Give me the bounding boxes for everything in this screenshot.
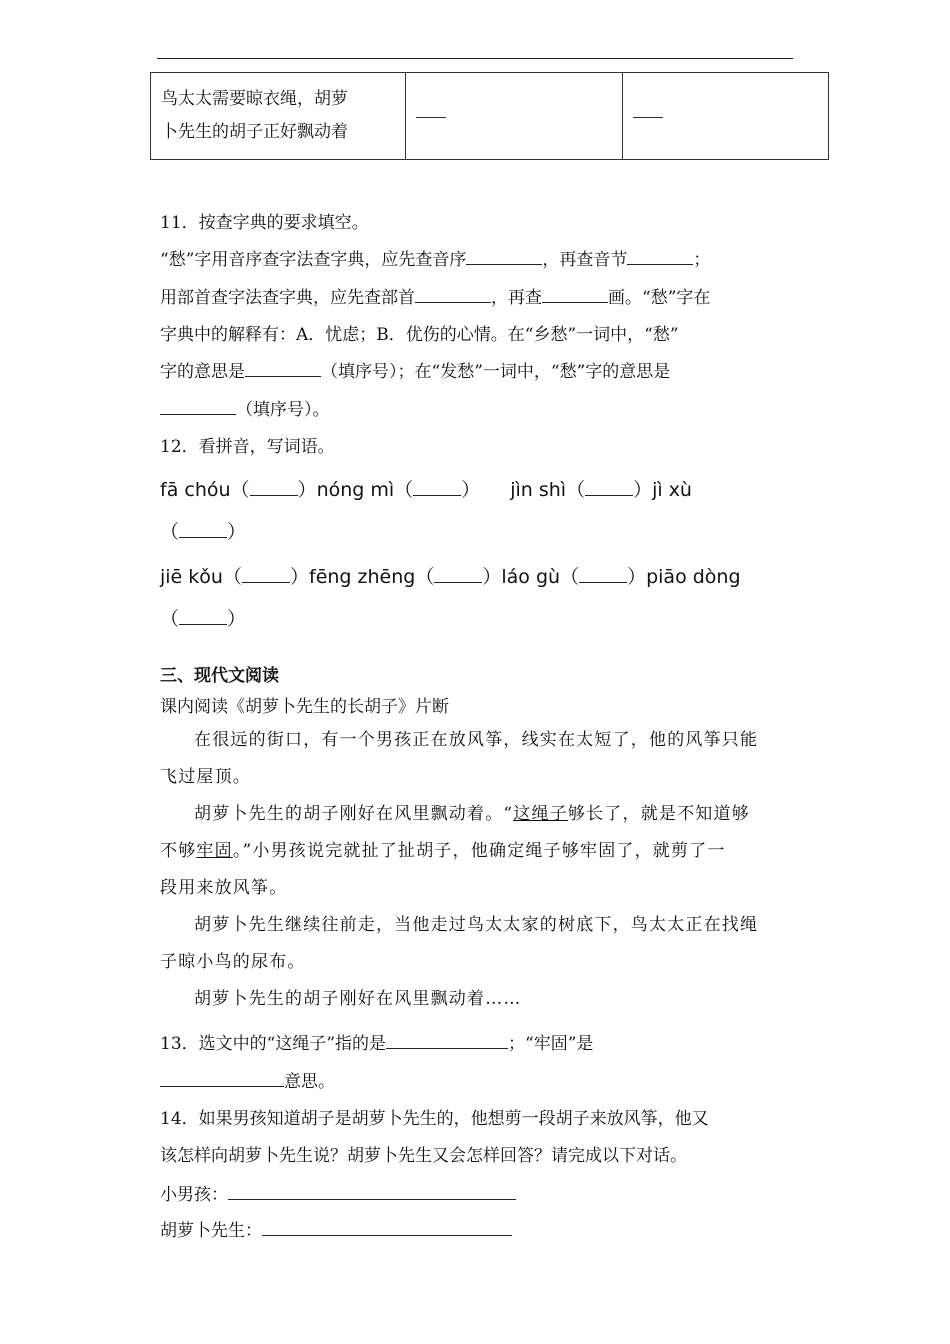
q11-line2: 用部首查字法查字典，应先查部首 ，再查 画。“愁”字在 — [160, 283, 710, 308]
q11-line3: 字典中的解释有：A．忧虑；B．优伤的心情。在“乡愁”一词中，“愁” — [160, 325, 679, 345]
q11-title: 11．按查字典的要求填空。 — [160, 213, 369, 233]
blank-laogu[interactable] — [160, 1068, 284, 1087]
blank-shengzi[interactable] — [386, 1030, 508, 1049]
blank-yinxu[interactable] — [466, 246, 542, 265]
dialog-boy: 小男孩： — [160, 1180, 516, 1205]
pinyin-row-1b: （ ） — [160, 521, 247, 543]
pinyin-blank[interactable] — [585, 477, 633, 496]
pinyin-blank[interactable] — [179, 606, 227, 625]
table-cell-blank[interactable] — [623, 73, 829, 160]
blank-carrot-line[interactable] — [262, 1217, 512, 1236]
q14-line2: 该怎样向胡萝卜先生说？胡萝卜先生又会怎样回答？请完成以下对话。 — [160, 1146, 687, 1166]
blank-bushou[interactable] — [415, 284, 491, 303]
pinyin-blank[interactable] — [250, 477, 298, 496]
section-subtitle: 课内阅读《胡萝卜先生的长胡子》片断 — [160, 697, 449, 717]
pinyin-blank[interactable] — [579, 564, 627, 583]
pinyin-blank[interactable] — [434, 564, 482, 583]
q12-title: 12．看拼音，写词语。 — [160, 437, 335, 457]
passage: 在很远的街口，有一个男孩正在放风筝，线实在太短了，他的风筝只能 飞过屋顶。 胡萝卜先生的胡子刚好在风里飘动着。“这绳子够长了，就是不知道够 不够牢固。”小男孩说完就扯了扯胡子，他确定绳子够牢固了，就剪了一 段用来放风筝。 胡萝卜先生继续往前走，当他走过鸟太太家的树底下，鸟太太正在找绳 子晾小鸟的尿布。 胡萝卜先生的胡子刚好在风里飘动着…… — [160, 730, 759, 1009]
table-cell-text: 鸟太太需要晾衣绳，胡萝 卜先生的胡子正好飘动着 — [151, 73, 406, 160]
blank-huashu[interactable] — [542, 284, 608, 303]
pinyin-blank[interactable] — [179, 519, 227, 538]
q11-line1: “愁”字用音序查字法查字典，应先查音序 ，再查音节 ； — [160, 245, 710, 270]
pinyin-row-1: fā chóu（ ）nóng mì（ ） jìn shì（ ）jì xù — [160, 479, 692, 501]
q13-line2: 意思。 — [160, 1067, 335, 1092]
answer-table — [150, 72, 829, 160]
q11-line5: （填序号）。 — [160, 395, 330, 420]
blank-boy-line[interactable] — [228, 1181, 516, 1200]
blank-fachou[interactable] — [160, 396, 236, 415]
header-rule — [157, 58, 793, 59]
table-cell-blank[interactable] — [406, 73, 623, 160]
q14-line1: 14．如果男孩知道胡子是胡萝卜先生的，他想剪一段胡子来放风筝，他又 — [160, 1109, 709, 1129]
pinyin-blank[interactable] — [242, 564, 290, 583]
pinyin-blank[interactable] — [413, 477, 461, 496]
blank-xiangchou[interactable] — [245, 358, 321, 377]
pinyin-row-2: jiē kǒu（ ）fēng zhēng（ ）láo gù（ ）piāo dòng — [160, 566, 741, 588]
pinyin-row-2b: （ ） — [160, 608, 247, 630]
q13-line1: 13．选文中的“这绳子”指的是 ；“牢固”是 — [160, 1029, 593, 1054]
q11-line4: 字的意思是 （填序号）；在“发愁”一词中，“愁”字的意思是 — [160, 357, 670, 382]
dialog-carrot: 胡萝卜先生： — [160, 1216, 512, 1241]
blank-yinjie[interactable] — [627, 246, 693, 265]
section-title: 三、现代文阅读 — [160, 666, 279, 686]
